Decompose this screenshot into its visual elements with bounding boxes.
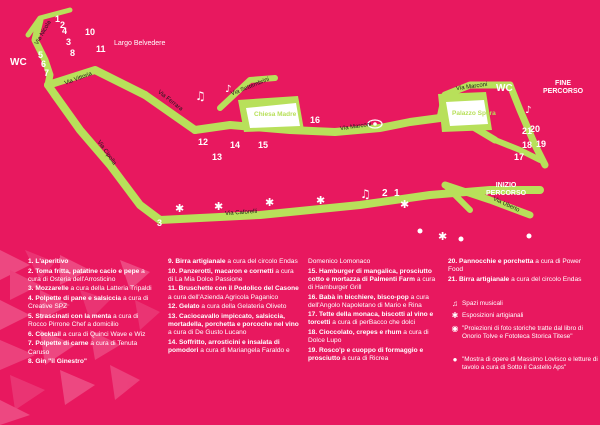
stop-number: 13 [212, 152, 223, 162]
stop-number: 11 [96, 44, 106, 54]
stop-item: 7. Polpette di carne a cura di Tenuta Caruso [28, 340, 138, 356]
street-label: Via Vittoria [63, 71, 93, 87]
stop-item: 20. Pannocchie e porchetta a cura di Power Food [448, 258, 582, 274]
stop-item: 2. Toma fritta, patatine cacio e pepe a cura di Osteria dell'Arrosticino [28, 267, 145, 283]
stop-item: 19. Rosco'p e cuoppo di formaggio e prosciutto a cura di Ricrea [308, 346, 424, 362]
stops-column-1 [28, 258, 158, 368]
stop-number: 14 [230, 140, 241, 150]
street-label: Via Caforelli [224, 208, 258, 218]
dot-marker [459, 237, 464, 242]
road-via-vittoria [48, 70, 145, 95]
stop-number: 1 [394, 188, 400, 199]
stop-item: 21. Birra artigianale a cura del circolo Endas [448, 275, 582, 283]
music-note-icon: ♫ [195, 89, 206, 103]
stop-item: 18. Cioccolato, crepes e rhum a cura di Dolce Lupo [308, 329, 429, 345]
stop-number: 6 [41, 59, 47, 69]
place-label: Largo Belvedere [114, 40, 166, 47]
end-route-label: FINE PERCORSO [543, 80, 584, 95]
music-note-icon: ♪ [525, 105, 532, 116]
street-label: Via Ferrara [156, 89, 184, 113]
stop-item: 12. Gelato a cura della Gelateria Oliveto [168, 303, 287, 311]
asterisk-icon: ✱ [400, 198, 410, 211]
stop-item: 13. Caciocavallo impiccato, salsiccia, mortadella, porchetta e porcoche nel vino a cura di De Gusto Lucano [168, 312, 299, 337]
stop-number: 2 [60, 20, 66, 30]
asterisk-icon: ✱ [265, 196, 275, 209]
stop-item: 3. Mozzarelle a cura della Latteria Tripaldi [28, 285, 152, 293]
dot-icon: ● [452, 355, 458, 364]
stop-item: 6. Cocktail a cura di Quinci Wave e Wiz [28, 330, 146, 338]
stop-item-continued: Domenico Lomonaco [308, 258, 371, 265]
music-note-icon: ♫ [360, 187, 371, 201]
asterisk-icon: ✱ [438, 230, 448, 243]
street-label: Via Nicola [34, 19, 53, 47]
eye-icon: ◉ [451, 324, 459, 333]
stop-item: 9. Birra artigianale a cura del circolo Endas [168, 258, 298, 265]
stop-number: 16 [310, 115, 321, 125]
stop-number: 1 [55, 14, 61, 24]
stop-number: 4 [62, 26, 68, 36]
legend-item: ● "Mostra di opere di Massimo Lovisco e letture di tavolo a cura di Sotto il Castello Aps" [448, 356, 598, 371]
stop-number: 5 [38, 50, 44, 60]
stop-item: 5. Strascinati con la menta a cura di Rocco Pirrone Chef a domicilio [28, 312, 139, 329]
stop-number: 8 [70, 48, 76, 58]
legend-item: ◉ "Proiezioni di foto storiche tratte dal libro di Onorio Tolve e Fototeca Storica Titese" [448, 325, 598, 340]
building-label-palazzo: Palazzo Spera [452, 110, 496, 117]
stops-column-4 [448, 258, 588, 285]
stop-number: 7 [44, 68, 50, 78]
street-label: Via Uberto [492, 196, 521, 214]
stop-number: 21 [522, 126, 533, 136]
stop-item: 11. Bruschette con il Podolico del Casone a cura dell'Azienda Agricola Paganico [168, 285, 299, 301]
asterisk-icon: ✱ [451, 311, 459, 320]
stops-column-3 [308, 258, 440, 365]
legend-item: ♫ Spazi musicali [448, 300, 598, 308]
street-label: Via Marconi [455, 81, 488, 93]
asterisk-icon: ✱ [316, 194, 326, 207]
stop-item: 14. Soffritto, arrosticini e insalata di pomodori a cura di Mariangela Faraldo e [168, 338, 290, 354]
building-label-chiesa: Chiesa Madre [254, 111, 297, 118]
music-note-icon: ♫ [452, 299, 458, 308]
wc-label: WC [10, 57, 27, 68]
stop-number: 12 [198, 137, 209, 147]
stop-number: 3 [66, 37, 72, 47]
stop-number: 2 [382, 188, 388, 199]
music-note-icon: ♪ [225, 84, 232, 95]
street-label: Via Settembrini [230, 76, 271, 98]
stop-item: 8. Gin "il Ginestro" [28, 358, 88, 366]
asterisk-icon: ✱ [175, 202, 185, 215]
street-label: Via Cipolla [95, 139, 117, 167]
wc-label: WC [496, 83, 513, 94]
stop-number: 20 [530, 124, 541, 134]
start-route-label: INIZIO PERCORSO [486, 182, 527, 197]
stop-number: 18 [522, 140, 533, 150]
asterisk-icon: ✱ [214, 200, 224, 213]
stop-item: 4. Polpette di pane e salsiccia a cura di Creative SPZ [28, 295, 149, 311]
stop-number: 19 [536, 139, 547, 149]
stop-item: 1. L'aperitivo [28, 258, 69, 265]
dot-marker [418, 229, 423, 234]
stop-item: 10. Panzerotti, macaron e cornetti a cura di La Mia Dolce Passione [168, 267, 294, 283]
street-label: Via Marconi [339, 121, 372, 133]
dot-marker [527, 234, 532, 239]
stop-number: 10 [85, 27, 96, 37]
stop-number: 15 [258, 140, 269, 150]
stop-item: 16. Babà in bicchiere, bisco-pop a cura dell'Angolo Napoletano di Mario e Rina [308, 293, 429, 309]
stop-item: 17. Tette della monaca, biscotti al vino e torcetti a cura di perBacco che dolci [308, 311, 434, 327]
legend-item: ✱ Esposizioni artigianali [448, 312, 598, 320]
stop-number: 17 [514, 152, 525, 162]
stop-item: 15. Hamburger di mangalica, prosciutto cotto e mortazza di Palmenti Farm a cura di Hamburger Grill [308, 267, 436, 291]
stops-column-2 [168, 258, 300, 357]
stop-number: 3 [157, 218, 163, 228]
